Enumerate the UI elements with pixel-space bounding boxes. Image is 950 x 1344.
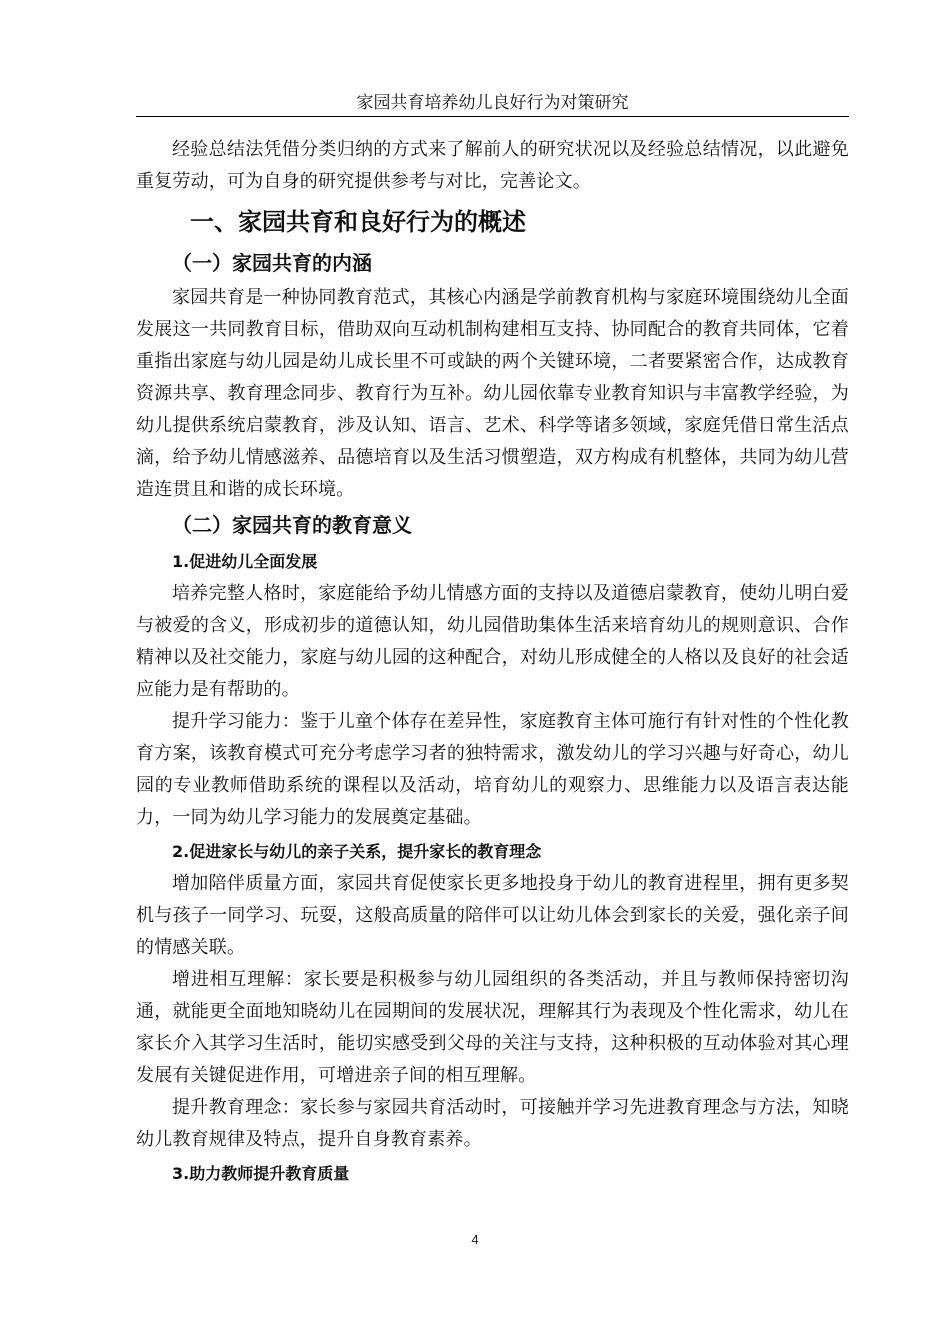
page-body (136, 134, 849, 1190)
paragraph-personality: 培养完整人格时，家庭能给予幼儿情感方面的支持以及道德启蒙教育，使幼儿明白爱与被爱的含义，形成初步的道德认知，幼儿园借助集体生活来培育幼儿的规则意识、合作精神以及社交能力，家庭与幼儿园的这种配合，对幼儿形成健全的人格以及良好的社会适应能力是有帮助的。 (136, 583, 849, 700)
item-heading-2: 2.促进家长与幼儿的亲子关系，提升家长的教育理念 (172, 842, 542, 861)
intro-paragraph: 经验总结法凭借分类归纳的方式来了解前人的研究状况以及经验总结情况，以此避免重复劳动，可为自身的研究提供参考与对比，完善论文。 (136, 139, 849, 192)
subsection-heading-1: （一）家园共育的内涵 (172, 251, 372, 275)
item-heading-3: 3.助力教师提升教育质量 (172, 1164, 350, 1183)
paragraph-learning: 提升学习能力：鉴于儿童个体存在差异性，家庭教育主体可施行有针对性的个性化教育方案，该教育模式可充分考虑学习者的独特需求，激发幼儿的学习兴趣与好奇心，幼儿园的专业教师借助系统的课程以及活动，培育幼儿的观察力、思维能力以及语言表达能力，一同为幼儿学习能力的发展奠定基础。 (136, 711, 849, 828)
item-heading-1: 1.促进幼儿全面发展 (172, 552, 318, 571)
subsection-heading-2: （二）家园共育的教育意义 (172, 513, 412, 537)
section-heading: 一、家园共育和良好行为的概述 (190, 208, 526, 236)
header-rule (136, 116, 849, 117)
paragraph-education-concept: 提升教育理念：家长参与家园共育活动时，可接触并学习先进教育理念与方法，知晓幼儿教育规律及特点，提升自身教育素养。 (136, 1097, 849, 1150)
running-header: 家园共育培养幼儿良好行为对策研究 (356, 93, 629, 113)
page-number: 4 (471, 1232, 479, 1247)
paragraph-understanding: 增进相互理解：家长要是积极参与幼儿园组织的各类活动，并且与教师保持密切沟通，就能更全面地知晓幼儿在园期间的发展状况，理解其行为表现及个性化需求，幼儿在家长介入其学习生活时，能切实感受到父母的关注与支持，这种积极的互动体验对其心理发展有关键促进作用，可增进亲子间的相互理解。 (136, 969, 849, 1086)
paragraph-companionship: 增加陪伴质量方面，家园共育促使家长更多地投身于幼儿的教育进程里，拥有更多契机与孩子一同学习、玩耍，这般高质量的陪伴可以让幼儿体会到家长的关爱，强化亲子间的情感关联。 (136, 873, 849, 958)
paragraph-definition: 家园共育是一种协同教育范式，其核心内涵是学前教育机构与家庭环境围绕幼儿全面发展这一共同教育目标，借助双向互动机制构建相互支持、协同配合的教育共同体，它着重指出家庭与幼儿园是幼儿成长里不可或缺的两个关键环境，二者要紧密合作，达成教育资源共享、教育理念同步、教育行为互补。幼儿园依靠专业教育知识与丰富教学经验，为幼儿提供系统启蒙教育，涉及认知、语言、艺术、科学等诸多领域，家庭凭借日常生活点滴，给予幼儿情感滋养、品德培育以及生活习惯塑造，双方构成有机整体，共同为幼儿营造连贯且和谐的成长环境。 (136, 287, 849, 500)
